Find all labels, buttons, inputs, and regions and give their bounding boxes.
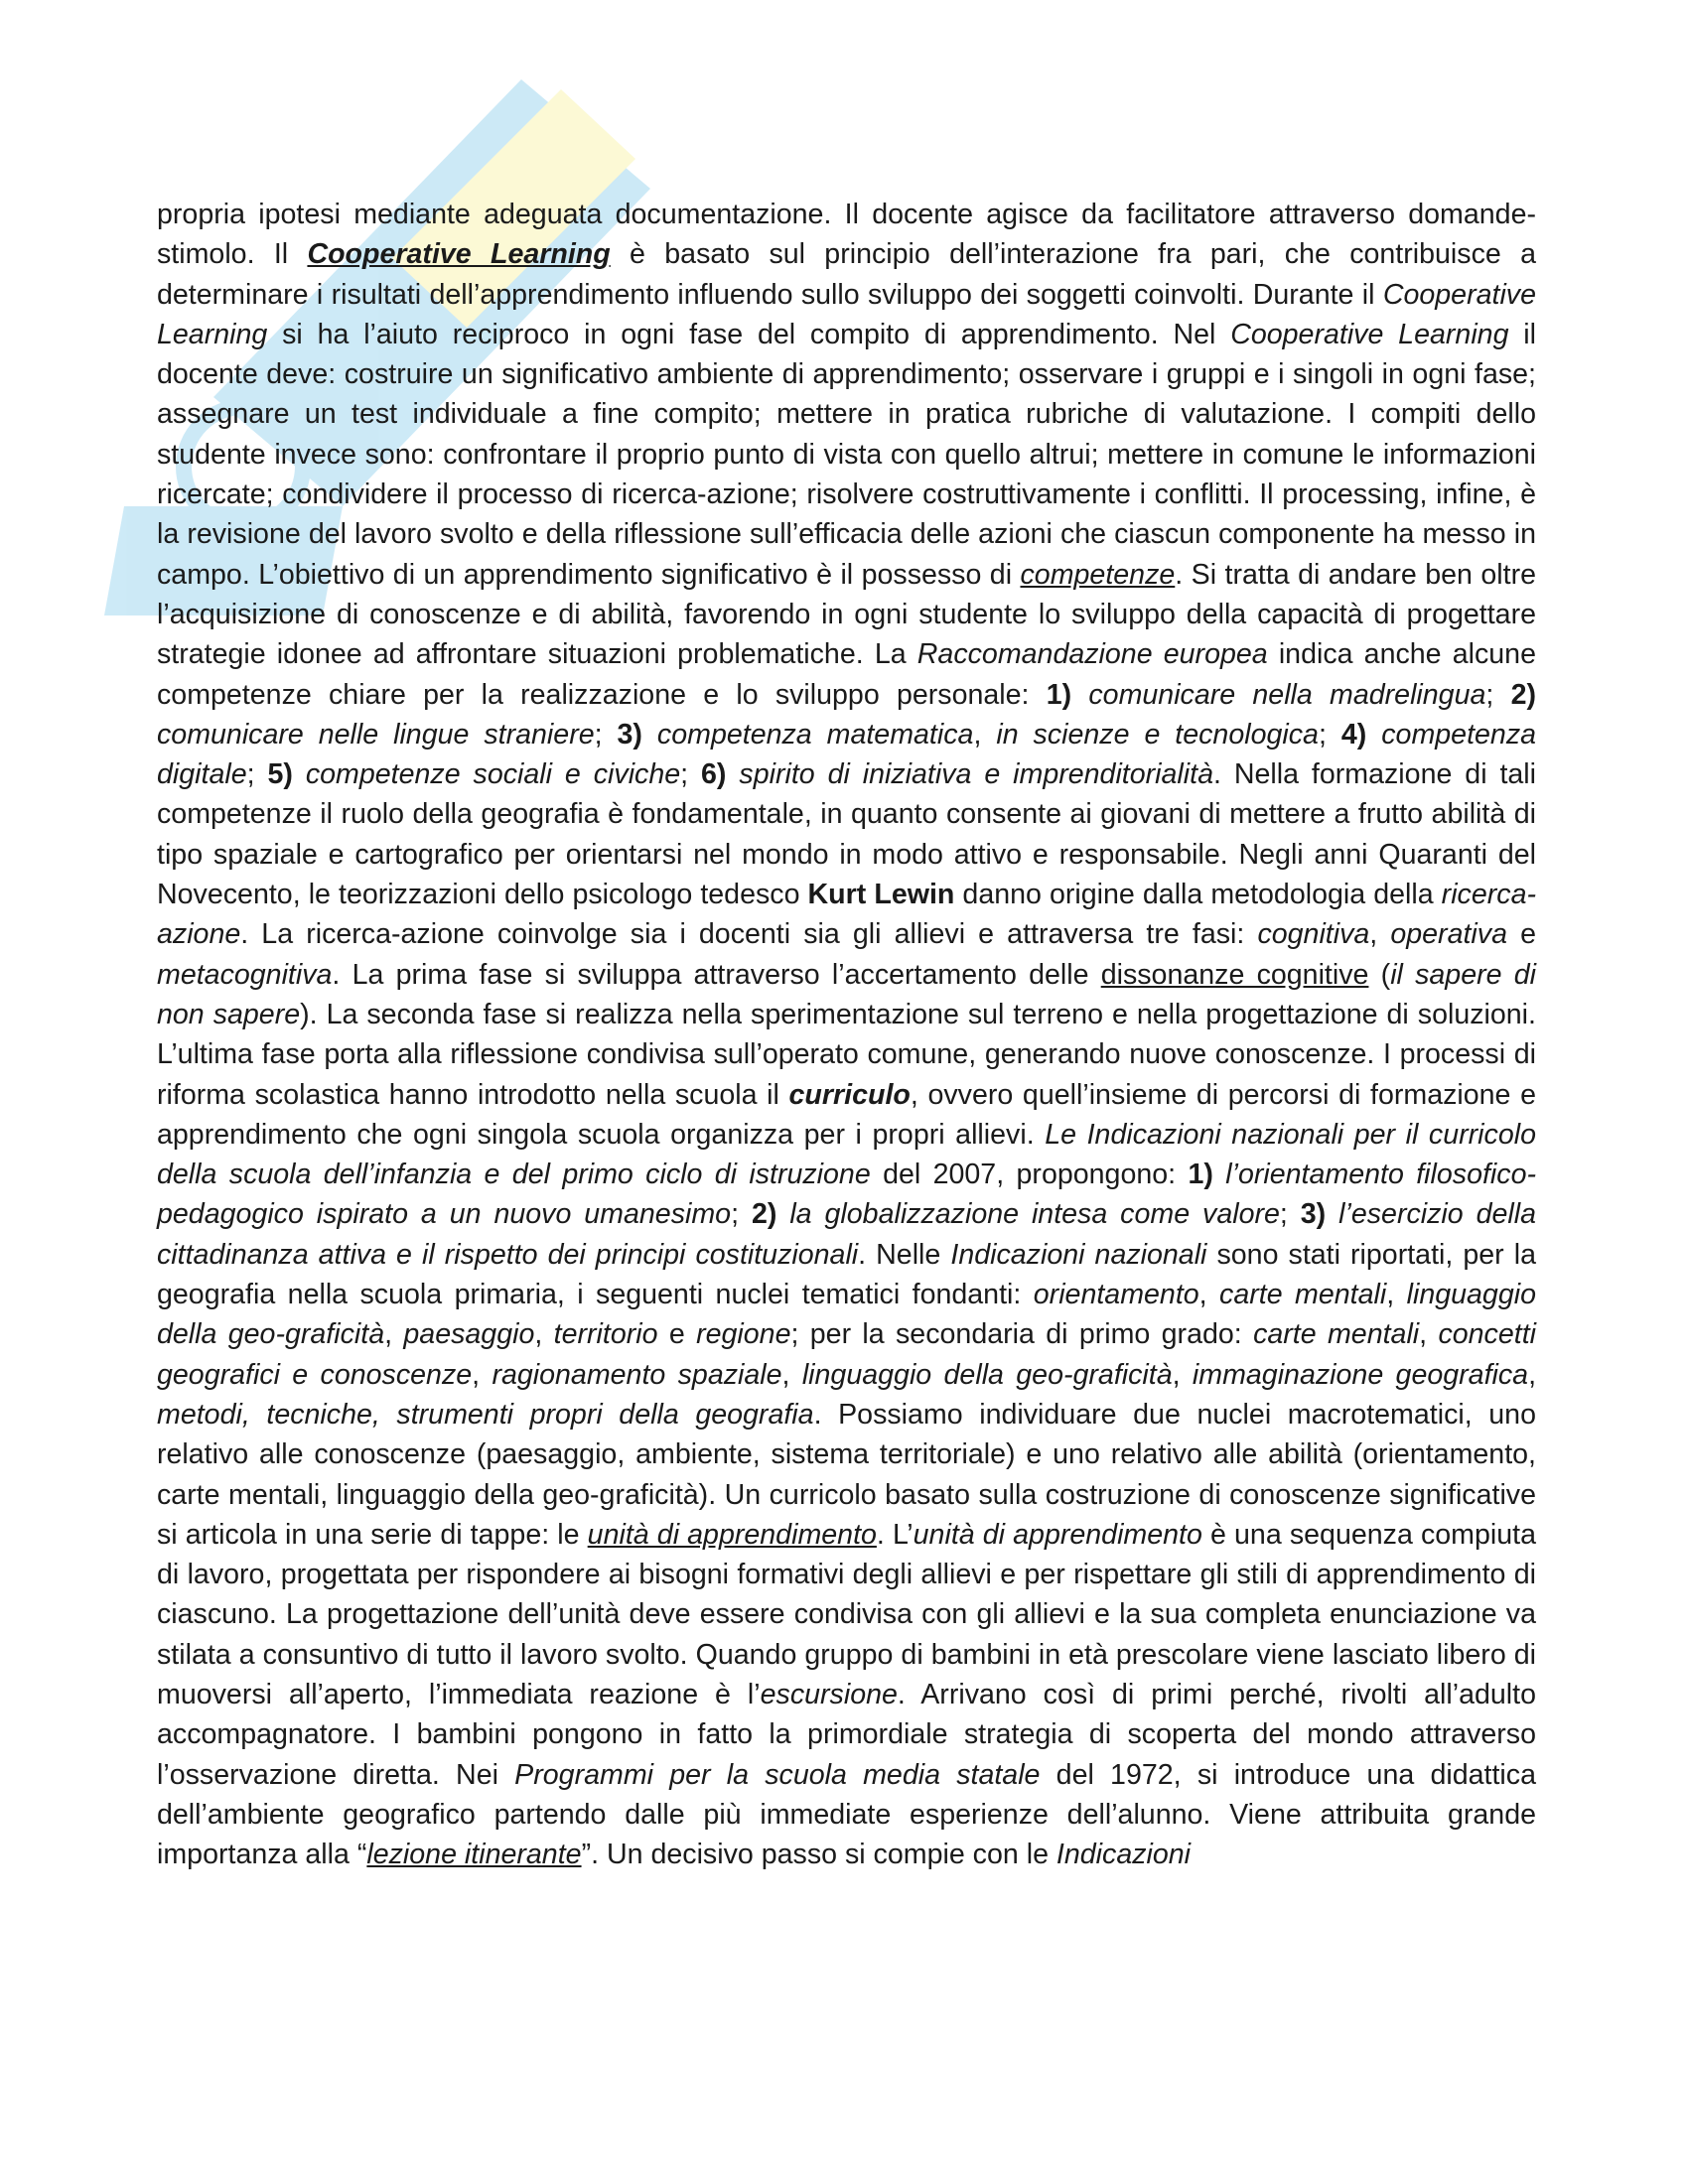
text-run xyxy=(1071,679,1088,711)
text-run: , xyxy=(973,718,997,751)
text-run: competenze xyxy=(1020,558,1176,591)
text-run: ; per la secondaria di primo grado: xyxy=(790,1318,1254,1351)
text-run: paesaggio xyxy=(403,1318,535,1351)
text-run: , xyxy=(1172,1358,1193,1391)
text-run: lezione itinerante xyxy=(366,1839,582,1871)
text-run: e xyxy=(657,1318,697,1351)
text-run: ; xyxy=(1279,1198,1301,1231)
text-run: ; xyxy=(594,718,618,751)
text-run: orientamento xyxy=(1033,1279,1199,1311)
text-run: ; xyxy=(246,758,268,791)
text-run: , xyxy=(1198,1279,1220,1311)
text-run: . La prima fase si sviluppa attraverso l’accertamento delle xyxy=(332,958,1101,991)
text-run: unità di apprendimento xyxy=(587,1518,877,1551)
text-run: . Si tratta di andare ben oltre l’acquisizione di conoscenze e di abilità, favorendo in ogni studente lo sviluppo della capacità di progettare strategie idonee ad affrontare situazioni problematiche. La xyxy=(157,558,1536,671)
text-run: ( xyxy=(1368,958,1391,991)
text-run: escursione xyxy=(760,1678,898,1710)
text-run: cognitiva xyxy=(1257,918,1370,951)
text-run: Cooperative Learning xyxy=(1230,318,1509,350)
text-run: Raccomandazione europea xyxy=(916,638,1268,671)
text-run: . Arrivano così di primi perché, rivolti all’adulto accompagnatore. I bambini pongono in fatto la primordiale strategia di scoperta del mondo attraverso l’osservazione diretta. Nei xyxy=(157,1678,1536,1791)
text-run: curriculo xyxy=(788,1078,911,1111)
text-run: . Possiamo individuare due nuclei macrotematici, uno relativo alle conoscenze (paesaggio, ambiente, sistema territoriale) e uno relativo alle abilità (orientamento, carte mentali, linguaggio della geo-graficità). Un curricolo basato sulla costruzione di conoscenze significative si articola in una serie di tappe: le xyxy=(157,1398,1536,1551)
text-run: spirito di iniziativa e imprenditorialità xyxy=(739,758,1213,791)
text-run: comunicare nelle lingue straniere xyxy=(157,718,595,751)
text-run: la globalizzazione intesa come valore xyxy=(789,1198,1280,1231)
text-run: e xyxy=(1506,918,1536,951)
text-run: competenza matematica xyxy=(656,718,974,751)
text-run: competenze sociali e civiche xyxy=(305,758,681,791)
text-run: 1) xyxy=(1188,1159,1213,1191)
text-run: linguaggio della geo-graficità xyxy=(157,1279,1536,1351)
body-paragraph xyxy=(157,195,1536,1874)
text-run: 2) xyxy=(1510,678,1537,711)
text-run: . La ricerca-azione coinvolge sia i docenti sia gli allievi e attraversa tre fasi: xyxy=(240,918,1258,951)
text-run: del 1972, si introduce una didattica dell’ambiente geografico partendo dalle più immediate esperienze dell’alunno. Viene attribuita grande importanza alla “ xyxy=(157,1758,1536,1871)
text-run: operativa xyxy=(1390,918,1507,951)
text-run: unità di apprendimento xyxy=(913,1518,1202,1551)
text-run: Kurt Lewin xyxy=(807,879,955,911)
text-run xyxy=(776,1198,789,1230)
text-run: 3) xyxy=(617,718,642,751)
text-run: 3) xyxy=(1300,1198,1327,1231)
text-run: 4) xyxy=(1340,718,1367,751)
text-run xyxy=(726,758,739,790)
text-run: linguaggio della geo-graficità xyxy=(801,1358,1173,1391)
text-run: è basato sul principio dell’interazione fra pari, che contribuisce a determinare i risultati dell’apprendimento influendo sullo sviluppo dei soggetti coinvolti. Durante il xyxy=(157,238,1536,311)
text-run: . L’ xyxy=(876,1518,914,1551)
text-run: territorio xyxy=(553,1318,658,1351)
text-run: . Nelle xyxy=(858,1238,951,1271)
text-run: regione xyxy=(696,1318,791,1351)
text-run: ”. Un decisivo passo si compie con le xyxy=(581,1839,1056,1871)
text-run: , xyxy=(472,1358,492,1391)
text-run: Cooperative Learning xyxy=(157,278,1536,350)
text-run: , xyxy=(1369,918,1391,951)
text-run: il sapere di non sapere xyxy=(157,958,1537,1030)
text-run: del 2007, propongono: xyxy=(870,1159,1189,1191)
text-run: carte mentali xyxy=(1253,1318,1420,1351)
text-run: indica anche alcune competenze chiare per la realizzazione e lo sviluppo personale: xyxy=(157,638,1536,711)
text-run: dissonanze cognitive xyxy=(1100,958,1369,991)
text-run: Indicazioni nazionali xyxy=(950,1238,1207,1271)
text-run: propria ipotesi mediante adeguata documentazione. Il docente agisce da facilitatore attraverso domande-stimolo. Il xyxy=(157,199,1536,271)
text-run: ; xyxy=(1485,678,1511,711)
text-run: è una sequenza compiuta di lavoro, progettata per rispondere ai bisogni formativi degli allievi e per rispettare gli stili di apprendimento di ciascuno. La progettazione dell’unità deve essere condivisa con gli allievi e la sua completa enunciazione va stilata a consuntivo di tutto il lavoro svolto. Quando gruppo di bambini in età prescolare viene lasciato libero di muoversi all’aperto, l’immediata reazione è l’ xyxy=(157,1518,1536,1710)
text-run: ragionamento spaziale xyxy=(492,1358,782,1391)
text-run: concetti geografici e conoscenze xyxy=(157,1318,1536,1391)
text-run: , xyxy=(534,1318,554,1351)
text-run: immaginazione geografica xyxy=(1192,1358,1529,1391)
text-run: in scienze e tecnologica xyxy=(996,718,1319,751)
text-run: . Nella formazione di tali competenze il ruolo della geografia è fondamentale, in quanto consente ai giovani di mettere a frutto abilità di tipo spaziale e cartografico per orientarsi nel mondo in modo attivo e responsabile. Negli anni Quaranti del Novecento, le teorizzazioni dello psicologo tedesco xyxy=(157,758,1537,911)
text-run: ricerca-azione xyxy=(157,879,1536,951)
text-run: 1) xyxy=(1046,678,1072,711)
text-run: , xyxy=(1528,1358,1537,1391)
text-run: 5) xyxy=(267,758,293,791)
text-run: il docente deve: costruire un significativo ambiente di apprendimento; osservare i gruppi e i singoli in ogni fase; assegnare un test individuale a fine compito; mettere in pratica rubriche di valutazione. I compiti dello studente invece sono: confrontare il proprio punto di vista con quello altrui; mettere in comune le informazioni ricercate; condividere il processo di ricerca-azione; risolvere costruttivamente i conflitti. Il processing, infine, è la revisione del lavoro svolto e della riflessione sull’efficacia delle azioni che ciascun componente ha messo in campo. L’obiettivo di un apprendimento significativo è il possesso di xyxy=(157,318,1537,591)
text-run: metodi, tecniche, strumenti propri della geografia xyxy=(157,1398,814,1431)
text-run: , xyxy=(384,1318,404,1351)
text-run: 6) xyxy=(701,758,727,791)
text-run: l’esercizio della cittadinanza attiva e il rispetto dei principi costituzionali xyxy=(157,1198,1537,1271)
text-run xyxy=(293,758,306,790)
text-run: comunicare nella madrelingua xyxy=(1088,678,1486,711)
text-run: competenza digitale xyxy=(157,718,1537,791)
text-run: , ovvero quell’insieme di percorsi di formazione e apprendimento che ogni singola scuola organizza per i propri allievi. xyxy=(157,1078,1536,1151)
text-run: 2) xyxy=(751,1198,777,1231)
text-run: Indicazioni xyxy=(1055,1839,1192,1871)
text-run: si ha l’aiuto reciproco in ogni fase del compito di apprendimento. Nel xyxy=(267,318,1231,350)
text-run: metacognitiva xyxy=(157,958,333,991)
text-run xyxy=(1326,1198,1338,1230)
text-run: ; xyxy=(731,1198,752,1231)
text-run: ; xyxy=(680,758,702,791)
text-run: ). La seconda fase si realizza nella sperimentazione sul terreno e nella progettazione di soluzioni. L’ultima fase porta alla riflessione condivisa sull’operato comune, generando nuove conoscenze. I processi di riforma scolastica hanno introdotto nella scuola il xyxy=(157,998,1536,1111)
text-run xyxy=(1366,719,1381,751)
text-run: sono stati riportati, per la geografia nella scuola primaria, i seguenti nuclei tematici fondanti: xyxy=(157,1238,1536,1311)
text-run: l’orientamento filosofico-pedagogico ispirato a un nuovo umanesimo xyxy=(157,1159,1536,1231)
text-run: , xyxy=(781,1358,802,1391)
text-run xyxy=(642,719,657,751)
text-run: ; xyxy=(1318,718,1341,751)
text-run: carte mentali xyxy=(1219,1279,1387,1311)
text-run xyxy=(1213,1159,1225,1190)
text-run: Cooperative Learning xyxy=(307,238,611,271)
text-run: , xyxy=(1386,1279,1407,1311)
text-run: Le Indicazioni nazionali per il curricolo della scuola dell’infanzia e del primo ciclo di istruzione xyxy=(157,1118,1536,1191)
text-run: , xyxy=(1419,1318,1439,1351)
text-run: Programmi per la scuola media statale xyxy=(514,1758,1041,1791)
text-run: danno origine dalla metodologia della xyxy=(954,879,1442,911)
